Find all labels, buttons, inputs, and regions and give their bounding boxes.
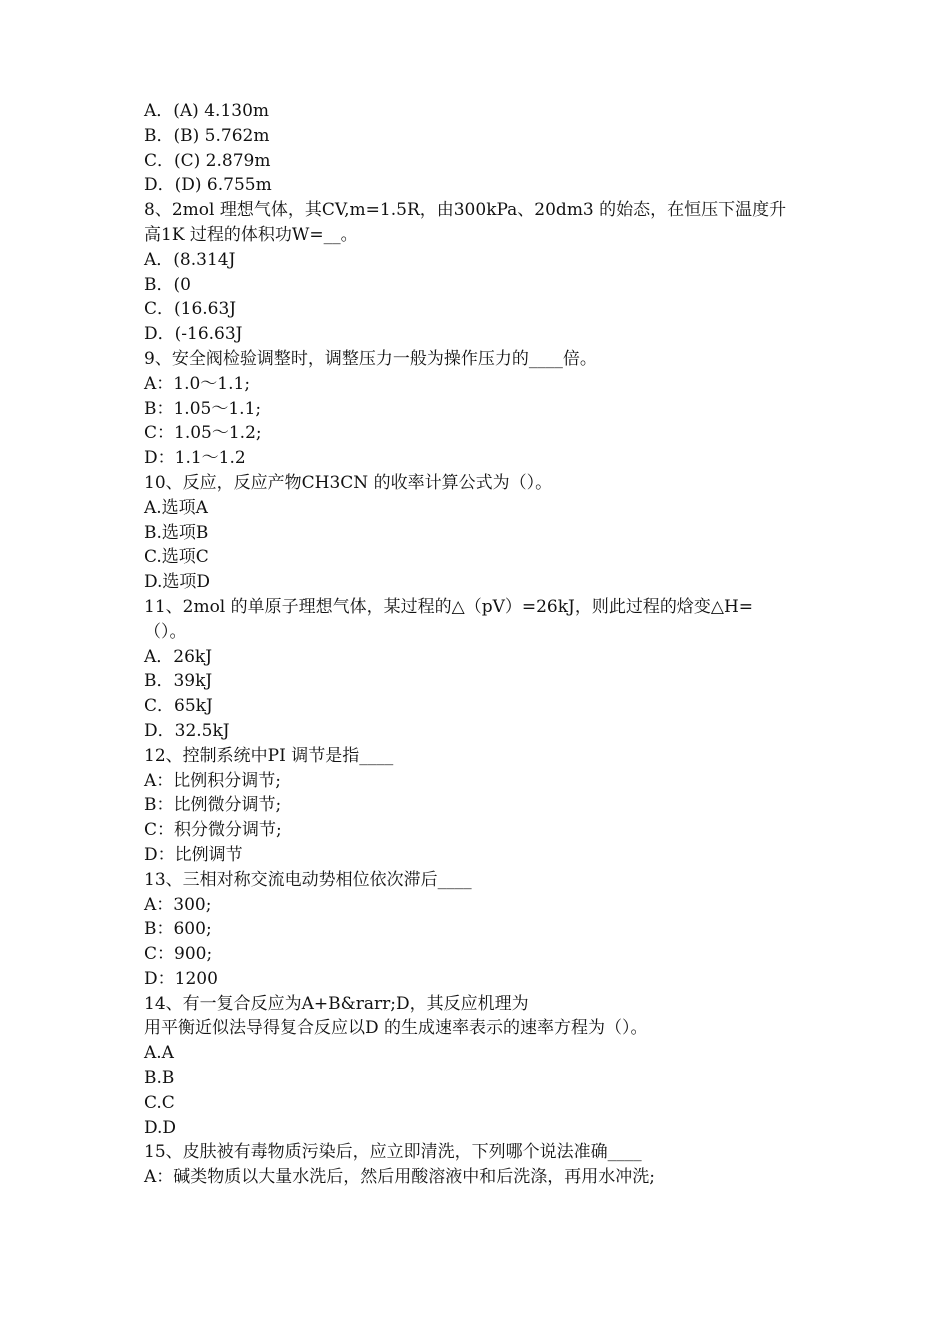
q12-option-a: A：比例积分调节;: [144, 770, 282, 791]
q7-option-c: C．(C) 2.879m: [144, 150, 271, 171]
q9-option-b: B：1.05～1.1;: [144, 398, 262, 419]
q9-option-d: D：1.1～1.2: [144, 448, 246, 469]
q11-option-a: A．26kJ: [144, 646, 213, 667]
q9-option-a: A：1.0～1.1;: [144, 373, 251, 394]
q14-question-line-1: 14、有一复合反应为A+B&rarr;D，其反应机理为: [144, 993, 529, 1014]
q8-option-a: A．(8.314J: [144, 249, 236, 270]
q9-question: 9、安全阀检验调整时，调整压力一般为操作压力的____倍。: [144, 348, 597, 369]
q11-option-c: C．65kJ: [144, 696, 213, 717]
q14-question-line-2: 用平衡近似法导得复合反应以D 的生成速率表示的速率方程为（）。: [144, 1018, 648, 1039]
q12-option-d: D：比例调节: [144, 844, 243, 865]
q10-option-c: C.选项C: [144, 547, 209, 568]
q10-option-b: B.选项B: [144, 522, 209, 543]
q13-option-b: B：600;: [144, 919, 212, 940]
q14-option-b: B.B: [144, 1068, 175, 1089]
q7-option-b: B．(B) 5.762m: [144, 125, 270, 146]
document-body: [144, 99, 814, 1190]
q12-question: 12、控制系统中PI 调节是指____: [144, 745, 394, 766]
q13-option-a: A：300;: [144, 894, 212, 915]
q13-option-d: D：1200: [144, 968, 218, 989]
q8-option-c: C．(16.63J: [144, 299, 237, 320]
q10-question: 10、反应，反应产物CH3CN 的收率计算公式为（）。: [144, 472, 553, 493]
q13-option-c: C：900;: [144, 944, 213, 965]
q7-option-d: D．(D) 6.755m: [144, 175, 272, 196]
q13-question: 13、三相对称交流电动势相位依次滞后____: [144, 869, 472, 890]
q12-option-b: B：比例微分调节;: [144, 795, 282, 816]
q9-option-c: C：1.05～1.2;: [144, 423, 262, 444]
q14-option-d: D.D: [144, 1117, 177, 1138]
q7-option-a: A．(A) 4.130m: [144, 101, 270, 121]
q8-option-d: D．(-16.63J: [144, 324, 243, 345]
q10-option-a: A.选项A: [144, 497, 208, 518]
q8-option-b: B．(0: [144, 274, 191, 295]
q11-question-line-2: （）。: [144, 621, 187, 642]
q15-question: 15、皮肤被有毒物质污染后，应立即清洗，下列哪个说法准确____: [144, 1142, 642, 1163]
q14-option-c: C.C: [144, 1092, 175, 1113]
q12-option-c: C：积分微分调节;: [144, 820, 282, 841]
q14-option-a: A.A: [144, 1043, 174, 1064]
q11-question-line-1: 11、2mol 的单原子理想气体，某过程的△（pV）=26kJ，则此过程的焓变△H=: [144, 596, 754, 617]
q8-question-line-2: 高1K 过程的体积功W=__。: [144, 224, 358, 245]
q11-option-d: D．32.5kJ: [144, 720, 230, 741]
q15-option-a: A：碱类物质以大量水洗后，然后用酸溶液中和后洗涤，再用水冲洗;: [144, 1167, 656, 1188]
q8-question-line-1: 8、2mol 理想气体，其CV,m=1.5R，由300kPa、20dm3 的始态，在恒压下温度升: [144, 200, 787, 221]
q10-option-d: D.选项D: [144, 572, 211, 593]
q11-option-b: B．39kJ: [144, 671, 213, 692]
